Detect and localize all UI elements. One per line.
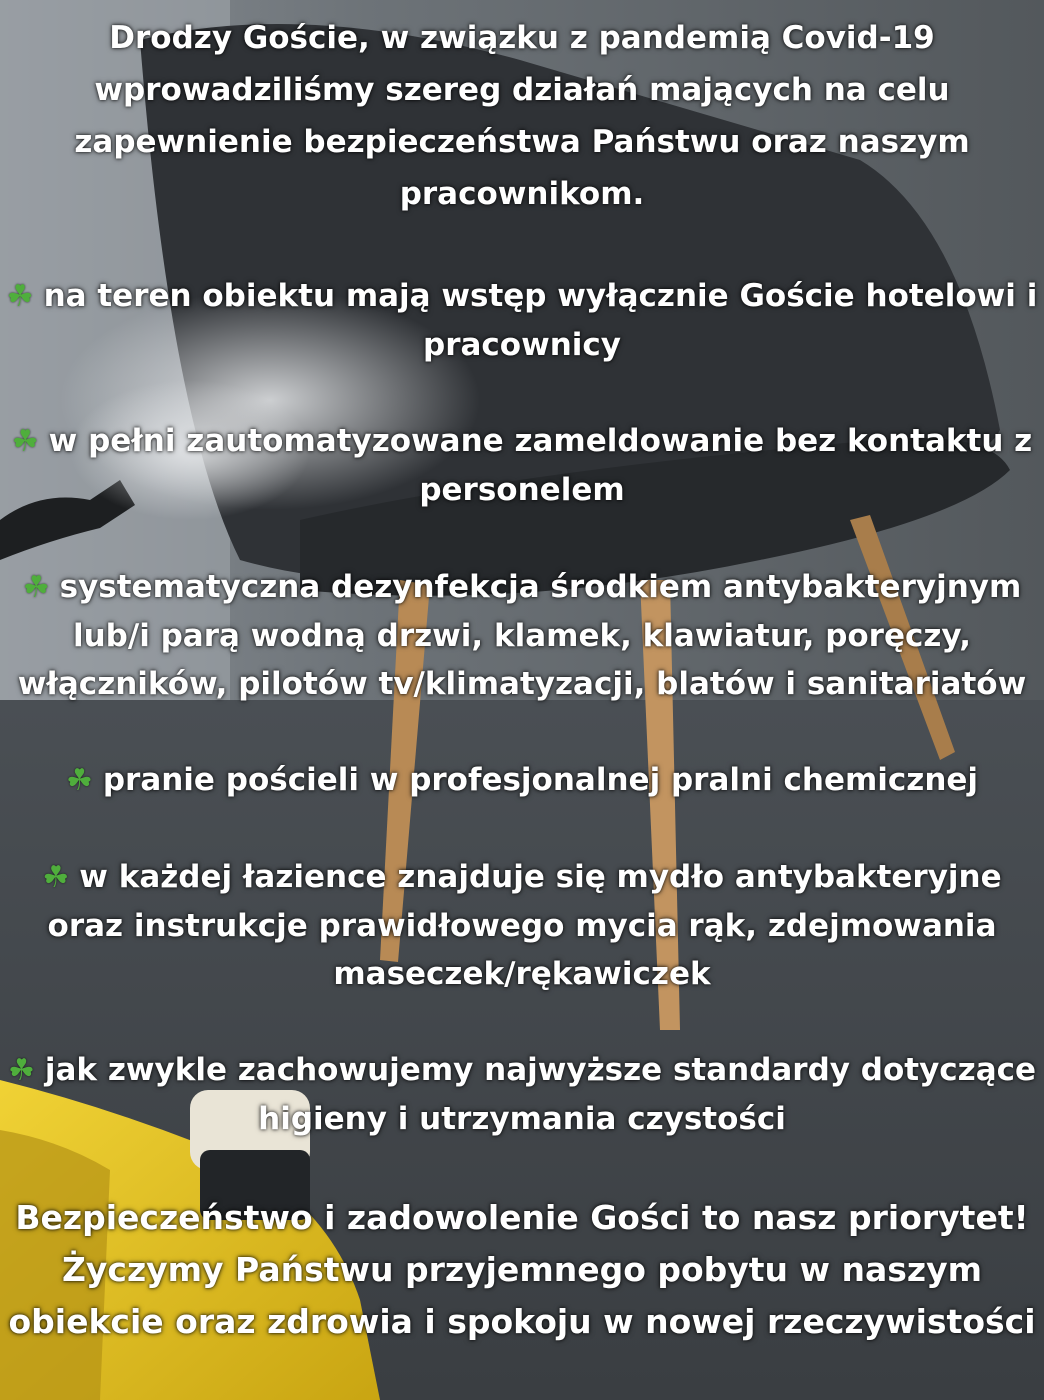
list-item bbox=[4, 1046, 1040, 1143]
list-item-text: w każdej łazience znajduje się mydło antybakteryjne oraz instrukcje prawidłowego mycia rąk, zdejmowania maseczek/rękawiczek bbox=[47, 859, 1002, 992]
closing-paragraph: Bezpieczeństwo i zadowolenie Gości to nasz priorytet! Życzymy Państwu przyjemnego pobytu w naszym obiekcie oraz zdrowia i spokoju w nowej rzeczywistości bbox=[8, 1198, 1036, 1341]
list-item-text: jak zwykle zachowujemy najwyższe standardy dotyczące higieny i utrzymania czystości bbox=[44, 1052, 1037, 1137]
list-item-text: pranie pościeli w profesjonalnej pralni chemicznej bbox=[102, 762, 979, 798]
shamrock-icon: ☘ bbox=[11, 424, 39, 459]
list-item bbox=[4, 756, 1040, 805]
list-item bbox=[4, 853, 1040, 998]
list-item-text: w pełni zautomatyzowane zameldowanie bez kontaktu z personelem bbox=[48, 423, 1033, 508]
list-item-text: na teren obiektu mają wstęp wyłącznie Goście hotelowi i pracownicy bbox=[43, 278, 1038, 363]
shamrock-icon: ☘ bbox=[42, 860, 70, 895]
shamrock-icon: ☘ bbox=[7, 1053, 35, 1088]
shamrock-icon: ☘ bbox=[22, 570, 50, 605]
shamrock-icon: ☘ bbox=[65, 763, 93, 798]
intro-paragraph: Drodzy Goście, w związku z pandemią Covid-19 wprowadziliśmy szereg działań mających na celu zapewnienie bezpieczeństwa Państwu oraz naszym pracownikom. bbox=[74, 20, 970, 212]
list-item bbox=[4, 417, 1040, 514]
list-item bbox=[4, 272, 1040, 369]
list-item bbox=[4, 563, 1040, 708]
shamrock-icon: ☘ bbox=[6, 279, 34, 314]
list-item-text: systematyczna dezynfekcja środkiem antybakteryjnym lub/i parą wodną drzwi, klamek, klawiatur, poręczy, włączników, pilotów tv/klimatyzacji, blatów i sanitariatów bbox=[17, 569, 1027, 702]
